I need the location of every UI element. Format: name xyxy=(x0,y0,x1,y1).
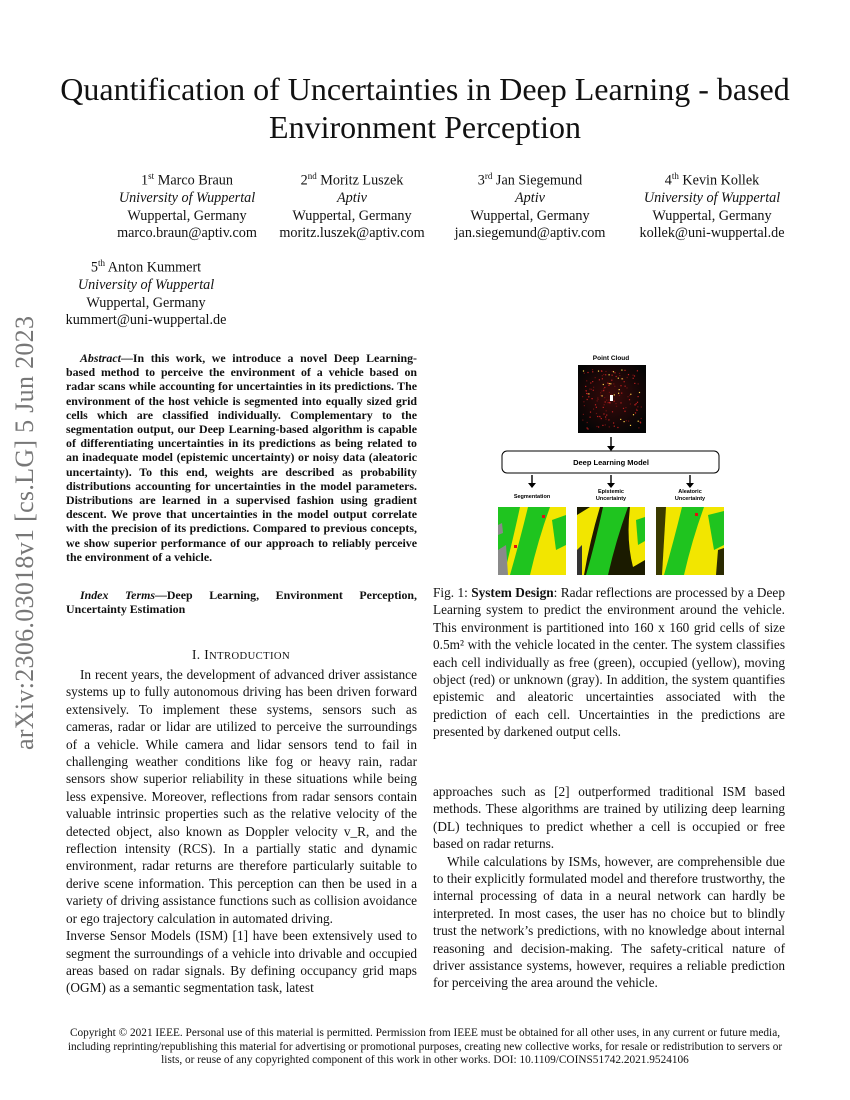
radar-point xyxy=(612,371,613,372)
radar-point xyxy=(620,419,621,420)
author-1: 1st Marco Braun University of Wuppertal Wuppertal, Germany marco.braun@aptiv.com xyxy=(117,171,257,242)
radar-point xyxy=(605,371,606,372)
radar-point xyxy=(590,382,591,383)
label-point-cloud: Point Cloud xyxy=(592,355,630,362)
radar-point xyxy=(628,374,629,375)
radar-point xyxy=(633,378,634,379)
radar-point xyxy=(636,410,637,411)
abstract-label: Abstract xyxy=(80,351,121,365)
radar-point xyxy=(589,389,590,390)
radar-point xyxy=(607,383,608,384)
radar-point xyxy=(590,417,591,418)
radar-point xyxy=(609,392,610,393)
radar-point xyxy=(600,392,601,393)
radar-point xyxy=(635,412,636,413)
radar-point xyxy=(638,427,639,428)
host-vehicle-marker xyxy=(610,395,613,401)
radar-point xyxy=(588,396,589,397)
radar-point xyxy=(605,424,606,425)
radar-point xyxy=(622,378,623,379)
radar-point xyxy=(618,393,619,394)
radar-point xyxy=(602,425,603,426)
radar-point xyxy=(611,380,612,381)
radar-point xyxy=(620,402,621,403)
radar-point xyxy=(583,370,584,371)
radar-point xyxy=(633,414,634,415)
radar-point xyxy=(596,426,597,427)
radar-point xyxy=(582,420,583,421)
label-model: Deep Learning Model xyxy=(573,458,649,467)
author-3: 3rd Jan Siegemund Aptiv Wuppertal, Germany jan.siegemund@aptiv.com xyxy=(454,171,606,242)
author-5: 5th Anton Kummert University of Wuppertal Wuppertal, Germany kummert@uni-wuppertal.de xyxy=(65,258,227,329)
right-paragraph-2: While calculations by ISMs, however, are comprehensible due to their explicitly formulated model and therefore trustworthy, the internal processing of data in a neural network can hardly be interpreted. In most cases, the user has no choice but to blindly trust the network’s predictions, with no knowledge about internal reasoning and decision-making. The safety-critical nature of driver assistance systems, however, requires a reliable prediction for perceiving the area around the vehicle. xyxy=(433,853,785,991)
radar-point xyxy=(605,416,606,417)
radar-point xyxy=(587,422,588,423)
radar-point xyxy=(593,390,594,391)
figure-caption: Fig. 1: System Design: Radar reflections are processed by a Deep Learning system to predict the environment around the vehicle. This environment is partitioned into 160 x 160 grid cells of size 0.5m² with the vehicle located in the center. The system classifies each cell individually as free (green), occupied (yellow), moving object (red) or unknown (gray). In addition, the system quantifies epistemic and aleatoric uncertainties associated with the prediction of each cell. Uncertainties in the predictions are presented by darkened output cells. xyxy=(433,585,785,740)
radar-point xyxy=(601,390,602,391)
radar-point xyxy=(597,399,598,400)
radar-point xyxy=(627,396,628,397)
index-terms xyxy=(66,588,417,616)
label-segmentation: Segmentation xyxy=(513,494,551,500)
radar-point xyxy=(626,387,627,388)
radar-point xyxy=(641,418,642,419)
radar-point xyxy=(621,393,622,394)
radar-point xyxy=(603,390,604,391)
radar-point xyxy=(595,404,596,405)
radar-point xyxy=(595,377,596,378)
radar-point xyxy=(603,413,604,414)
radar-point xyxy=(600,416,601,417)
radar-point xyxy=(602,378,603,379)
radar-point xyxy=(586,393,587,394)
abstract xyxy=(66,351,417,564)
radar-point xyxy=(603,407,604,408)
radar-point xyxy=(587,372,588,373)
radar-point xyxy=(614,394,615,395)
radar-point xyxy=(588,393,589,394)
radar-point xyxy=(628,421,629,422)
radar-point xyxy=(627,377,628,378)
radar-point xyxy=(582,396,583,397)
radar-point xyxy=(591,398,592,399)
radar-point xyxy=(606,410,607,411)
radar-point xyxy=(585,386,586,387)
radar-point xyxy=(624,421,625,422)
radar-point xyxy=(619,389,620,390)
radar-point xyxy=(638,421,639,422)
index-terms-label: Index Terms xyxy=(80,588,155,602)
radar-point xyxy=(587,427,588,428)
radar-point xyxy=(634,383,635,384)
radar-point xyxy=(601,371,602,372)
radar-point xyxy=(603,388,604,389)
aleatoric-uncertainty-map xyxy=(656,507,724,575)
figure-system-design xyxy=(490,345,730,580)
right-paragraph-1: approaches such as [2] outperformed traditional ISM based methods. These algorithms are trained by utilizing deep learning (DL) techniques to predict whether a cell is occupied or free based on radar returns. xyxy=(433,784,785,852)
radar-point xyxy=(607,402,608,403)
radar-point xyxy=(619,373,620,374)
radar-point xyxy=(597,416,598,417)
radar-point xyxy=(634,404,635,405)
radar-point xyxy=(609,426,610,427)
author-4: 4th Kevin Kollek University of Wuppertal Wuppertal, Germany kollek@uni-wuppertal.de xyxy=(639,171,785,242)
index-terms-text: —Deep Learning, Environment Perception, Uncertainty Estimation xyxy=(66,588,417,617)
radar-point xyxy=(613,383,614,384)
point-cloud-image xyxy=(578,365,646,433)
radar-point xyxy=(615,403,616,404)
paper-title: Quantification of Uncertainties in Deep Learning - based Environment Perception xyxy=(60,71,790,145)
radar-point xyxy=(638,396,639,397)
arxiv-identifier: arXiv:2306.03018v1 [cs.LG] 5 Jun 2023 xyxy=(10,315,39,750)
radar-point xyxy=(612,375,613,376)
radar-point xyxy=(606,400,607,401)
copyright-notice: Copyright © 2021 IEEE. Personal use of this material is permitted. Permission from IEEE must be obtained for all other uses, in any current or future media, including reprinting/republishing this material for advertising or promotional purposes, creating new collective works, for resale or redistribution to servers or lists, or reuse of any copyrighted component of this work in other works. DOI: 10.1109/COINS51742.2021.9524106 xyxy=(67,1027,783,1066)
radar-point xyxy=(610,383,611,384)
radar-point xyxy=(613,371,614,372)
radar-point xyxy=(592,371,593,372)
radar-point xyxy=(624,411,625,412)
radar-point xyxy=(609,402,610,403)
radar-point xyxy=(592,381,593,382)
radar-point xyxy=(624,370,625,371)
radar-point xyxy=(605,374,606,375)
radar-point xyxy=(608,385,609,386)
radar-point xyxy=(629,399,630,400)
radar-point xyxy=(596,407,597,408)
radar-point xyxy=(621,370,622,371)
abstract-text: —In this work, we introduce a novel Deep Learning-based method to perceive the environment of a vehicle based on radar scans while accounting for uncertainties in its predictions. The environment of the host vehicle is segmented into equally sized grid cells which are classified individually. Complementary to the segmentation output, our Deep Learning-based algorithm is capable of differentiating uncertainties in its predictions as being related to an inadequate model (epistemic uncertainty) or noisy data (aleatoric uncertainty). To this end, weights are described as probability distributions accounting for uncertainties in the model parameters. Distributions are learned in a supervised fashion using gradient descent. We prove that uncertainties in the model output correlate with the precision of its predictions. Compared to previous concepts, we show superior performance of our approach to reliably perceive the environment of a vehicle. xyxy=(66,351,417,564)
radar-point xyxy=(634,375,635,376)
radar-point xyxy=(630,403,631,404)
radar-point xyxy=(618,378,619,379)
radar-point xyxy=(619,375,620,376)
radar-point xyxy=(598,371,599,372)
radar-point xyxy=(638,383,639,384)
radar-point xyxy=(604,397,605,398)
radar-point xyxy=(603,374,604,375)
radar-point xyxy=(617,427,618,428)
label-aleatoric-1: Aleatoric xyxy=(678,489,702,495)
radar-point xyxy=(633,375,634,376)
label-aleatoric-2: Uncertainty xyxy=(674,496,706,502)
radar-point xyxy=(624,381,625,382)
radar-point xyxy=(587,393,588,394)
radar-point xyxy=(603,384,604,385)
radar-point xyxy=(592,369,593,370)
radar-point xyxy=(612,411,613,412)
radar-point xyxy=(599,379,600,380)
radar-point xyxy=(640,422,641,423)
radar-point xyxy=(608,419,609,420)
radar-point xyxy=(609,374,610,375)
radar-point xyxy=(604,404,605,405)
radar-point xyxy=(584,405,585,406)
radar-point xyxy=(614,386,615,387)
label-epistemic-1: Epistemic xyxy=(598,489,624,495)
label-epistemic-2: Uncertainty xyxy=(595,496,627,502)
radar-point xyxy=(597,397,598,398)
radar-point xyxy=(583,414,584,415)
radar-point xyxy=(620,385,621,386)
radar-point xyxy=(614,372,615,373)
segmentation-map xyxy=(498,507,566,575)
radar-point xyxy=(586,380,587,381)
radar-point xyxy=(637,406,638,407)
radar-point xyxy=(636,403,637,404)
radar-point xyxy=(605,419,606,420)
radar-point xyxy=(616,406,617,407)
radar-point xyxy=(609,383,610,384)
radar-point xyxy=(626,420,627,421)
radar-point xyxy=(593,387,594,388)
radar-point xyxy=(601,418,602,419)
radar-point xyxy=(590,412,591,413)
radar-point xyxy=(625,386,626,387)
arrow-head xyxy=(607,446,615,451)
radar-point xyxy=(641,406,642,407)
radar-point xyxy=(584,373,585,374)
radar-point xyxy=(639,392,640,393)
radar-point xyxy=(625,407,626,408)
intro-paragraph-1: In recent years, the development of advanced driver assistance systems up to fully autonomous driving has been driven forward extensively. To implement these systems, sensors such as cameras, radar or lidar are utilized to perceive the surroundings of a vehicle. While camera and lidar sensors tend to fail in challenging weather conditions like fog or heavy rain, radar sensors show superior reliability in these situations while being less expensive. Moreover, reflections from radar sensors contain valuable intrinsic properties such as the relative velocity of the detected object, also known as Doppler velocity v_R, and the reflection intensity (RCS). In a partially static and dynamic environment, radar returns are therefore particularly suitable to derive scene information. This perception can then be used in a variety of driving assistance functions such as collision avoidance or ego trajectory calculation in automated driving. xyxy=(66,667,417,926)
radar-point xyxy=(602,375,603,376)
radar-point xyxy=(587,399,588,400)
radar-point xyxy=(583,401,584,402)
intro-paragraph-2: Inverse Sensor Models (ISM) [1] have been extensively used to segment the surroundings of a vehicle into drivable and occupied areas based on radar signals. By defining occupancy grid maps (OGM) as a semantic segmentation task, latest xyxy=(66,928,417,996)
radar-point xyxy=(602,395,603,396)
author-2: 2nd Moritz Luszek Aptiv Wuppertal, Germany moritz.luszek@aptiv.com xyxy=(279,171,425,242)
radar-point xyxy=(604,387,605,388)
radar-point xyxy=(611,394,612,395)
radar-point xyxy=(630,425,631,426)
radar-point xyxy=(596,413,597,414)
radar-point xyxy=(637,370,638,371)
section-heading: I. INTRODUCTION xyxy=(191,647,291,662)
radar-point xyxy=(591,389,592,390)
radar-point xyxy=(593,409,594,410)
radar-point xyxy=(629,395,630,396)
radar-point xyxy=(606,415,607,416)
epistemic-uncertainty-map xyxy=(577,507,645,575)
radar-point xyxy=(614,426,615,427)
radar-point xyxy=(598,426,599,427)
radar-point xyxy=(616,376,617,377)
intro-text xyxy=(66,666,417,997)
radar-point xyxy=(605,401,606,402)
radar-point xyxy=(637,402,638,403)
radar-point xyxy=(623,408,624,409)
radar-point xyxy=(613,422,614,423)
radar-point xyxy=(600,395,601,396)
radar-point xyxy=(597,400,598,401)
radar-point xyxy=(619,395,620,396)
radar-point xyxy=(614,401,615,402)
radar-point xyxy=(585,390,586,391)
right-column-text xyxy=(433,783,785,992)
radar-point xyxy=(609,399,610,400)
